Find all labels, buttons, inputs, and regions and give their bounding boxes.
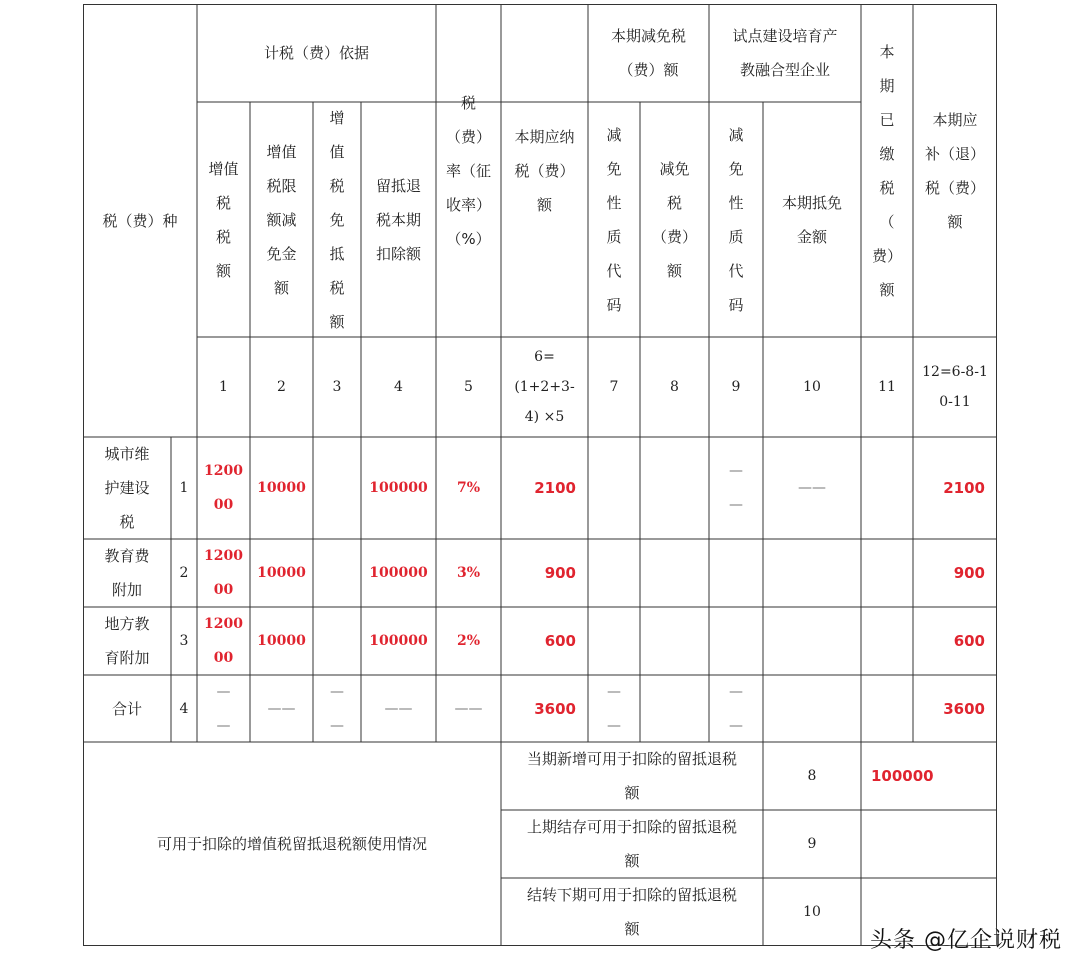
header-refund: 本期应 补（退） 税（费） 额 bbox=[924, 110, 985, 231]
cell-refund: 600 bbox=[953, 632, 985, 650]
header-rate: 税 （费） 率（征 收率） （%） bbox=[445, 93, 491, 248]
footer-item-label: 当期新增可用于扣除的留抵退税 额 bbox=[526, 750, 737, 802]
footer-label: 可用于扣除的增值税留抵退税额使用情况 bbox=[156, 835, 427, 853]
colnum-8: 8 bbox=[670, 379, 679, 395]
row-number: 1 bbox=[179, 480, 189, 496]
watermark bbox=[870, 923, 1062, 954]
footer-item-number: 9 bbox=[807, 836, 817, 852]
cell-vat-limit: —— bbox=[267, 700, 296, 717]
header-basis-group: 计税（费）依据 bbox=[263, 44, 369, 62]
header-reduction-code: 减 免 性 质 代 码 bbox=[606, 125, 622, 314]
tax-declaration-table bbox=[83, 4, 997, 946]
cell-retained: —— bbox=[384, 700, 413, 717]
header-paid: 本 期 已 缴 税 （ 费） 额 bbox=[871, 42, 902, 299]
footer-item-label: 上期结存可用于扣除的留抵退税 额 bbox=[526, 818, 737, 870]
colnum-5: 5 bbox=[464, 379, 473, 395]
cell-refund: 900 bbox=[953, 564, 985, 582]
header-pilot-group: 试点建设培育产 教融合型企业 bbox=[732, 27, 838, 79]
row-number: 4 bbox=[179, 700, 189, 717]
colnum-4: 4 bbox=[394, 379, 403, 395]
cell-vat-amount: 1200 00 bbox=[204, 548, 243, 598]
colnum-11: 11 bbox=[878, 379, 896, 395]
cell-vat-limit: 10000 bbox=[257, 633, 306, 649]
header-reduction-amount: 减免 税 （费） 额 bbox=[651, 159, 697, 280]
footer-item-label: 结转下期可用于扣除的留抵退税 额 bbox=[526, 886, 737, 938]
cell-vat-exempt: — — bbox=[330, 683, 344, 734]
cell-rate: 2% bbox=[456, 633, 481, 649]
row-name: 城市维 护建设 税 bbox=[104, 445, 150, 531]
cell-vat-limit: 10000 bbox=[257, 480, 306, 496]
header-tax-type: 税（费）种 bbox=[102, 211, 178, 230]
cell-vat-amount: 1200 00 bbox=[204, 463, 243, 513]
cell-rate: 3% bbox=[456, 565, 481, 581]
footer-item-number: 8 bbox=[807, 768, 817, 784]
colnum-7: 7 bbox=[609, 379, 619, 395]
cell-retained: 100000 bbox=[369, 633, 428, 649]
cell-payable: 3600 bbox=[534, 699, 576, 718]
header-vat-exempt-offset: 增 值 税 免 抵 税 额 bbox=[329, 108, 345, 331]
footer-item-value bbox=[861, 810, 997, 878]
header-payable: 本期应纳 税（费） 额 bbox=[514, 127, 575, 214]
cell-vat-amount: — — bbox=[216, 683, 231, 734]
row-name-total: 合计 bbox=[111, 699, 142, 718]
colnum-2: 2 bbox=[277, 379, 286, 395]
row-number: 3 bbox=[179, 633, 189, 649]
cell-refund: 2100 bbox=[943, 479, 985, 497]
header-vat-amount: 增值 税 税 额 bbox=[208, 159, 239, 280]
cell-rate: —— bbox=[454, 700, 483, 717]
cell-pilot-code: — — bbox=[729, 683, 743, 734]
cell-vat-amount: 1200 00 bbox=[204, 616, 243, 666]
cell-pilot-offset: —— bbox=[798, 480, 826, 496]
footer-item-number: 10 bbox=[803, 904, 821, 920]
cell-vat-limit: 10000 bbox=[257, 565, 306, 581]
row-name: 教育费 附加 bbox=[104, 547, 150, 599]
header-pilot-code: 减 免 性 质 代 码 bbox=[728, 125, 744, 314]
colnum-1: 1 bbox=[219, 379, 228, 395]
watermark-text: 头条 @亿企说财税 bbox=[870, 928, 1062, 953]
header-vat-limit-reduction: 增值 税限 额减 免金 额 bbox=[266, 142, 297, 297]
colnum-6: 6= (1+2+3- 4) ×5 bbox=[514, 349, 575, 425]
header-retained-refund-deduction: 留抵退 税本期 扣除额 bbox=[375, 176, 421, 263]
footer-item-value: 100000 bbox=[871, 767, 934, 785]
colnum-12: 12=6-8-1 0-11 bbox=[922, 364, 988, 410]
colnum-9: 9 bbox=[731, 379, 741, 395]
cell-pilot-code: — — bbox=[729, 463, 743, 513]
header-reduction-group: 本期减免税 （费）额 bbox=[610, 27, 686, 79]
row-number: 2 bbox=[179, 565, 189, 581]
cell-vat-exempt bbox=[313, 437, 361, 539]
cell-payable: 2100 bbox=[534, 479, 576, 497]
row-name: 地方教 育附加 bbox=[104, 615, 150, 667]
cell-payable: 900 bbox=[544, 564, 576, 582]
cell-reduction-code: — — bbox=[607, 683, 621, 734]
cell-retained: 100000 bbox=[369, 480, 428, 496]
colnum-10: 10 bbox=[803, 379, 821, 395]
cell-refund: 3600 bbox=[943, 699, 985, 718]
header-pilot-offset: 本期抵免 金额 bbox=[781, 193, 842, 246]
cell-rate: 7% bbox=[456, 480, 481, 496]
cell-payable: 600 bbox=[544, 632, 576, 650]
colnum-3: 3 bbox=[332, 379, 342, 395]
cell-retained: 100000 bbox=[369, 565, 428, 581]
